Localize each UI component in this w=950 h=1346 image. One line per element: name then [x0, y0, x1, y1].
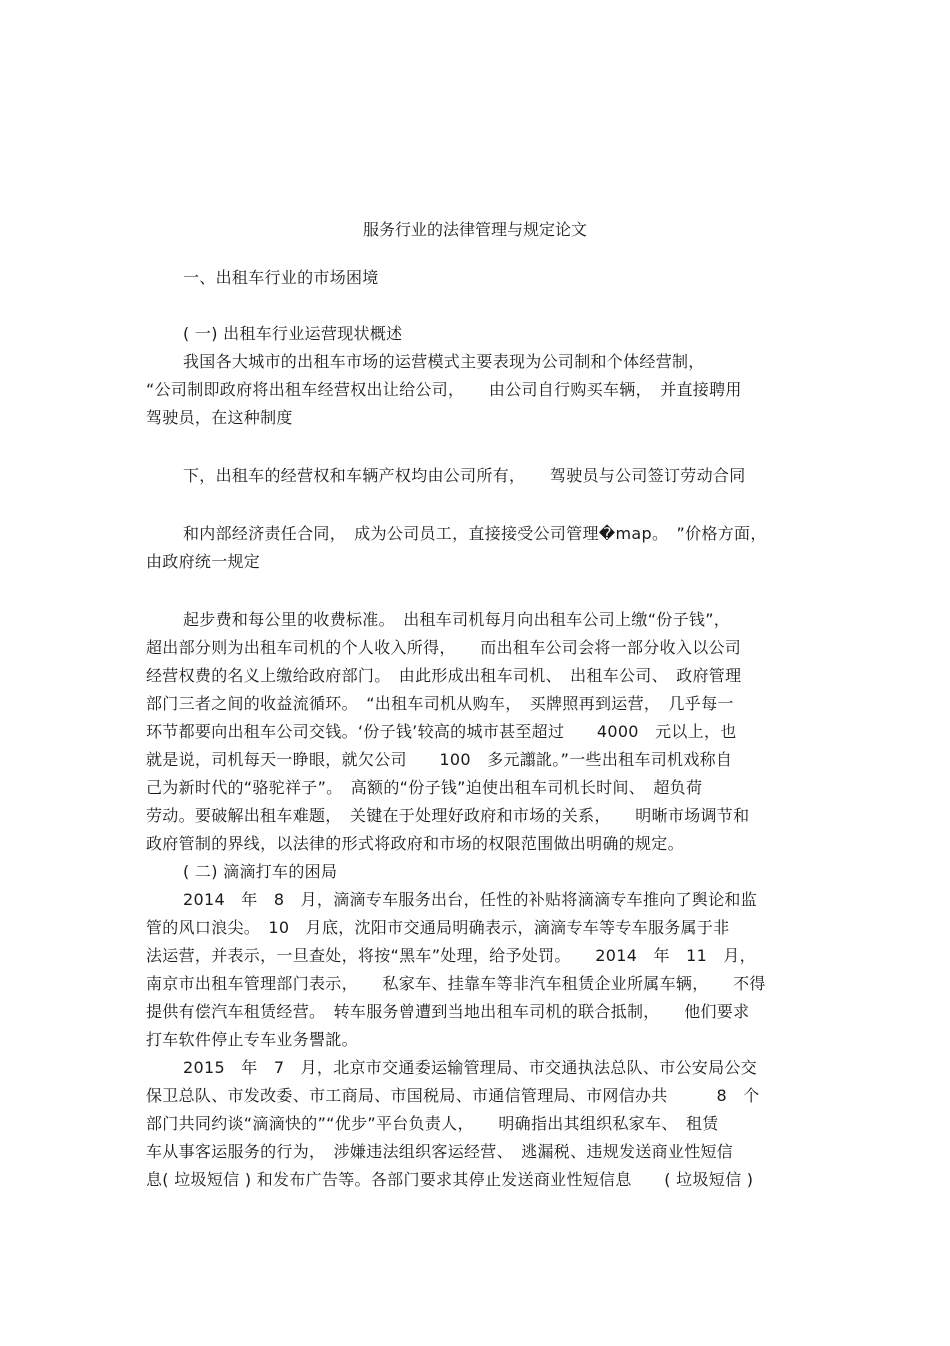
paragraph-line: 劳动。要破解出租车难题， 关键在于处理好政府和市场的关系， 明晰市场调节和 — [146, 806, 750, 825]
paragraph-line: 部门三者之间的收益流循环。 “出租车司机从购车， 买牌照再到运营， 几乎每一 — [146, 694, 734, 713]
paragraph-line: 超出部分则为出租车司机的个人收入所得， 而出租车公司会将一部分收入以公司 — [146, 638, 742, 657]
paragraph-line: 我国各大城市的出租车市场的运营模式主要表现为公司制和个体经营制， — [183, 352, 705, 371]
paragraph-line: “公司制即政府将出租车经营权出让给公司， 由公司自行购买车辆， 并直接聘用 — [146, 380, 742, 399]
page-title: 服务行业的法律管理与规定论文 — [362, 220, 587, 239]
subsection-heading: ( 一) 出租车行业运营现状概述 — [183, 324, 403, 343]
paragraph-line: 管的风口浪尖。 10 月底，沈阳市交通局明确表示，滴滴专车等专车服务属于非 — [146, 918, 730, 937]
paragraph-line: 南京市出租车管理部门表示， 私家车、挂靠车等非汽车租赁企业所属车辆， 不得 — [146, 974, 766, 993]
paragraph-line: 法运营，并表示，一旦查处，将按“黑车”处理，给予处罚。 2014 年 11 月， — [146, 946, 756, 965]
paragraph-line: 政府管制的界线，以法律的形式将政府和市场的权限范围做出明确的规定。 — [146, 834, 684, 853]
paragraph-line: 起步费和每公里的收费标准。 出租车司机每月向出租车公司上缴“份子钱”， — [183, 610, 731, 629]
paragraph-line: 车从事客运服务的行为， 涉嫌违法组织客运经营、 逃漏税、违规发送商业性短信 — [146, 1142, 734, 1161]
subsection-heading: ( 二) 滴滴打车的困局 — [183, 862, 338, 881]
paragraph-line: 2015 年 7 月，北京市交通委运输管理局、市交通执法总队、市公安局公交 — [183, 1058, 757, 1077]
paragraph-line: 就是说，司机每天一睁眼，就欠公司 100 多元譾訛。”一些出租车司机戏称自 — [146, 750, 733, 769]
paragraph-line: 由政府统一规定 — [146, 552, 261, 571]
section-heading: 一、出租车行业的市场困境 — [183, 268, 379, 287]
paragraph-line: 打车软件停止专车业务譻訛。 — [146, 1030, 358, 1049]
paragraph-line: 环节都要向出租车公司交钱。‘份子钱’较高的城市甚至超过 4000 元以上，也 — [146, 722, 737, 741]
paragraph-line: 下，出租车的经营权和车辆产权均由公司所有， 驾驶员与公司签订劳动合同 — [183, 466, 746, 485]
paragraph-line: 部门共同约谈“滴滴快的”“优步”平台负责人， 明确指出其组织私家车、 租赁 — [146, 1114, 719, 1133]
paragraph-line: 驾驶员，在这种制度 — [146, 408, 293, 427]
paragraph-line: 2014 年 8 月，滴滴专车服务出台，任性的补贴将滴滴专车推向了舆论和监 — [183, 890, 757, 909]
paragraph-line: 保卫总队、市发改委、市工商局、市国税局、市通信管理局、市网信办共 8 个 — [146, 1086, 760, 1105]
paragraph-line: 息( 垃圾短信 ) 和发布广告等。各部门要求其停止发送商业性短信息 ( 垃圾短信 ) — [146, 1170, 754, 1189]
paragraph-line: 和内部经济责任合同， 成为公司员工，直接接受公司管理�map。 ”价格方面， — [183, 524, 767, 543]
paragraph-line: 提供有偿汽车租赁经营。 转车服务曾遭到当地出租车司机的联合抵制， 他们要求 — [146, 1002, 750, 1021]
paragraph-line: 经营权费的名义上缴给政府部门。 由此形成出租车司机、 出租车公司、 政府管理 — [146, 666, 742, 685]
paragraph-line: 己为新时代的“骆驼祥子”。 高额的“份子钱”迫使出租车司机长时间、 超负荷 — [146, 778, 703, 797]
